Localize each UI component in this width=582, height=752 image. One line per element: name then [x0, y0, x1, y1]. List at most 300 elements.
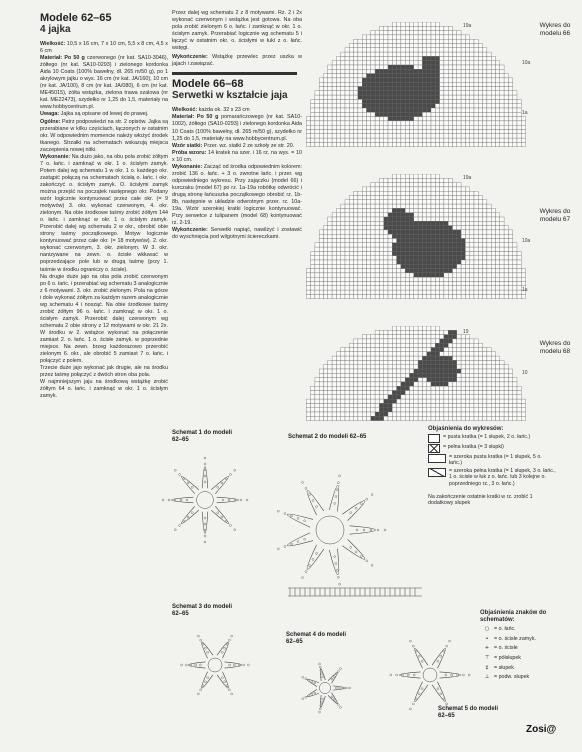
- chart-cell: [332, 277, 336, 281]
- chart-cell: [440, 78, 444, 82]
- chart-cell: [354, 247, 358, 251]
- chart-cell: [405, 39, 409, 43]
- chart-cell: [440, 403, 444, 407]
- chart-cell: [379, 356, 383, 360]
- chart-cell: [474, 213, 478, 217]
- chart-cell: [349, 117, 353, 121]
- chart-cell: [414, 330, 418, 334]
- chart-cell: [435, 183, 439, 187]
- chart-cell: [410, 408, 414, 412]
- legend-symbol-row: [480, 655, 560, 662]
- chart-cell: [427, 378, 431, 382]
- chart-cell: [487, 256, 491, 260]
- chart-cell: [324, 91, 328, 95]
- chart-cell: [362, 48, 366, 52]
- chart-cell: [465, 239, 469, 243]
- chart-cell: [336, 365, 340, 369]
- chart-cell: [388, 290, 392, 294]
- scheme-1-diagram: [162, 457, 248, 543]
- chart-cell: [500, 95, 504, 99]
- chart-cell: [487, 239, 491, 243]
- chart-cell: [397, 99, 401, 103]
- chart-cell: [496, 243, 500, 247]
- chart-cell: [483, 403, 487, 407]
- chain-stitch: [200, 639, 202, 641]
- chart-cell: [371, 386, 375, 390]
- chart-cell: [440, 35, 444, 39]
- chart-cell: [470, 108, 474, 112]
- chart-cell: [427, 39, 431, 43]
- chart-cell: [311, 251, 315, 255]
- chart-cell: [491, 65, 495, 69]
- chart-cell: [461, 213, 465, 217]
- chart-cell: [341, 208, 345, 212]
- chart-cell: [328, 112, 332, 116]
- chart-cell: [435, 99, 439, 103]
- stitch-symbol-icon: ⊤: [484, 654, 490, 661]
- chart-cell: [319, 91, 323, 95]
- chart-cell: [328, 382, 332, 386]
- chart-cell: [388, 256, 392, 260]
- chart-cell: [392, 290, 396, 294]
- chart-cell: [405, 277, 409, 281]
- chart-cell: [422, 221, 426, 225]
- chart-cell: [504, 142, 508, 146]
- chart-cell: [457, 294, 461, 298]
- chart-cell: [349, 264, 353, 268]
- chart-cell: [422, 208, 426, 212]
- chart-cell: [427, 264, 431, 268]
- chart-cell: [358, 286, 362, 290]
- chain-stitch: [202, 685, 204, 687]
- chart-cell: [504, 382, 508, 386]
- chart-cell: [440, 378, 444, 382]
- chart-cell: [414, 56, 418, 60]
- chart-cell: [349, 200, 353, 204]
- chart-cell: [405, 125, 409, 129]
- chart-cell: [328, 125, 332, 129]
- chart-cell: [470, 352, 474, 356]
- chart-cell: [435, 360, 439, 364]
- chart-cell: [513, 294, 517, 298]
- chart-cell: [358, 44, 362, 48]
- chart-cell: [358, 217, 362, 221]
- chain-stitch: [418, 655, 420, 657]
- chart-cell: [358, 39, 362, 43]
- chart-cell: [319, 408, 323, 412]
- chart-cell: [367, 117, 371, 121]
- chart-cell: [448, 187, 452, 191]
- chain-stitch: [204, 517, 206, 519]
- chart-cell: [496, 130, 500, 134]
- chart-cell: [422, 326, 426, 330]
- chart-cell: [384, 196, 388, 200]
- chart-cell: [513, 412, 517, 416]
- chart-cell: [483, 208, 487, 212]
- chain-stitch: [179, 474, 181, 476]
- chart-cell: [336, 243, 340, 247]
- chart-cell: [414, 26, 418, 30]
- chart-cell: [324, 130, 328, 134]
- chart-cell: [465, 352, 469, 356]
- chart-cell: [465, 35, 469, 39]
- chart-cell: [392, 125, 396, 129]
- chart-cell: [444, 213, 448, 217]
- legend-row: [428, 454, 556, 467]
- chart-cell: [328, 260, 332, 264]
- chart-cell: [384, 408, 388, 412]
- chart-cell: [465, 247, 469, 251]
- chart-cell: [500, 260, 504, 264]
- chart-cell: [341, 256, 345, 260]
- chart-cell: [384, 386, 388, 390]
- chart-cell: [465, 290, 469, 294]
- chart-cell: [384, 247, 388, 251]
- chart-cell: [448, 217, 452, 221]
- chart-cell: [465, 373, 469, 377]
- chart-cell: [448, 256, 452, 260]
- chart-cell: [453, 99, 457, 103]
- chart-cell: [504, 82, 508, 86]
- chart-cell: [427, 87, 431, 91]
- chain-stitch: [366, 560, 368, 562]
- center-ring: [197, 492, 214, 509]
- chart-cell: [306, 403, 310, 407]
- legend-charts: [428, 426, 556, 507]
- chart-cell: [422, 352, 426, 356]
- chart-cell: [418, 187, 422, 191]
- chain-stitch: [305, 571, 307, 573]
- chart-cell: [422, 264, 426, 268]
- paragraph-text: W najmniejszym jaju na środkową wstążkę zrobić żółtym 64 o. łańc. i zamknąć w okr. 1 o. ścisłym zamyk.: [40, 379, 168, 400]
- chart-cell: [371, 360, 375, 364]
- chart-cell: [500, 373, 504, 377]
- chart-cell: [483, 365, 487, 369]
- chart-cell: [332, 112, 336, 116]
- chart-cell: [444, 82, 448, 86]
- chart-cell: [410, 352, 414, 356]
- chart-cell: [418, 178, 422, 182]
- chart-cell: [375, 204, 379, 208]
- chain-stitch: [191, 512, 193, 514]
- chart-cell: [397, 256, 401, 260]
- chart-cell: [324, 399, 328, 403]
- chart-cell: [367, 256, 371, 260]
- chart-cell: [483, 234, 487, 238]
- chart-cell: [491, 82, 495, 86]
- chart-cell: [465, 391, 469, 395]
- chart-cell: [440, 399, 444, 403]
- chart-cell: [483, 294, 487, 298]
- chart-cell: [465, 339, 469, 343]
- paragraph-text: Przer. wz. siatki 2 ze szkoły ze str. 20.: [202, 142, 295, 149]
- chart-cell: [414, 277, 418, 281]
- chart-cell: [341, 360, 345, 364]
- chart-cell: [397, 142, 401, 146]
- chart-cell: [379, 74, 383, 78]
- chart-cell: [500, 104, 504, 108]
- chart-cell: [384, 125, 388, 129]
- chart-cell: [474, 125, 478, 129]
- chain-stitch: [204, 469, 206, 471]
- chart-cell: [410, 386, 414, 390]
- chart-cell: [422, 91, 426, 95]
- chart-cell: [422, 183, 426, 187]
- chart-cell: [410, 108, 414, 112]
- chart-cell: [500, 87, 504, 91]
- chart-cell: [324, 416, 328, 420]
- chart-cell: [405, 269, 409, 273]
- chart-cell: [410, 286, 414, 290]
- chart-cell: [397, 74, 401, 78]
- chart-cell: [410, 239, 414, 243]
- chart-cell: [332, 117, 336, 121]
- chart-cell: [410, 260, 414, 264]
- chart-cell: [315, 260, 319, 264]
- chart-cell: [504, 273, 508, 277]
- chart-cell: [362, 130, 366, 134]
- chart-cell: [392, 269, 396, 273]
- chain-stitch: [290, 543, 292, 545]
- paragraph: [40, 55, 168, 111]
- chart-cell: [521, 399, 525, 403]
- chart-cell: [401, 343, 405, 347]
- chain-stitch: [371, 494, 373, 496]
- chart-cell: [474, 69, 478, 73]
- chart-cell: [448, 286, 452, 290]
- chart-cell: [517, 412, 521, 416]
- chart-cell: [487, 104, 491, 108]
- chart-cell: [371, 391, 375, 395]
- chart-cell: [435, 391, 439, 395]
- chart-cell: [435, 95, 439, 99]
- chart-cell: [345, 56, 349, 60]
- chain-stitch: [297, 517, 299, 519]
- chart-cell: [324, 408, 328, 412]
- chart-cell: [367, 264, 371, 268]
- chart-cell: [392, 174, 396, 178]
- chart-cell: [496, 91, 500, 95]
- chart-cell: [362, 360, 366, 364]
- chart-cell: [328, 138, 332, 142]
- chart-cell: [410, 230, 414, 234]
- chart-cell: [332, 230, 336, 234]
- chain-stitch: [186, 499, 188, 501]
- chart-cell: [517, 256, 521, 260]
- chart-cell: [487, 121, 491, 125]
- chart-cell: [384, 395, 388, 399]
- chart-cell: [362, 230, 366, 234]
- chart-cell: [362, 191, 366, 195]
- chart-cell: [405, 208, 409, 212]
- chart-cell: [354, 264, 358, 268]
- chart-cell: [367, 403, 371, 407]
- chart-cell: [392, 26, 396, 30]
- chart-cell: [405, 82, 409, 86]
- chart-cell: [491, 277, 495, 281]
- chart-cell: [349, 286, 353, 290]
- chart-cell: [457, 104, 461, 108]
- chart-cell: [311, 130, 315, 134]
- chart-cell: [418, 395, 422, 399]
- chart-cell: [427, 74, 431, 78]
- chart-cell: [388, 26, 392, 30]
- chart-cell: [418, 204, 422, 208]
- chart-cell: [367, 230, 371, 234]
- chart-cell: [410, 243, 414, 247]
- chart-cell: [392, 239, 396, 243]
- chart-cell: [431, 104, 435, 108]
- chart-cell: [410, 378, 414, 382]
- chain-stitch: [321, 698, 323, 700]
- chart-cell: [311, 412, 315, 416]
- chart-cell: [453, 69, 457, 73]
- chart-cell: [478, 239, 482, 243]
- chart-cell: [418, 286, 422, 290]
- legend-text: = szeroka pusta kratka (= 1 słupek, 5 o. łańc.): [449, 453, 542, 467]
- chart-cell: [345, 403, 349, 407]
- chart-cell: [379, 112, 383, 116]
- chart-cell: [461, 191, 465, 195]
- chart-cell: [341, 356, 345, 360]
- chart-cell: [384, 35, 388, 39]
- chart-cell: [341, 365, 345, 369]
- chart-cell: [379, 213, 383, 217]
- chart-cell: [379, 87, 383, 91]
- chart-cell: [306, 408, 310, 412]
- chart-cell: [487, 269, 491, 273]
- chart-cell: [410, 391, 414, 395]
- col2-intro-text: Przez dalej wg schematu 2 z 8 motywami. Rz. 2 i 2x wykonać czerwonym i wstążka jest gotowa. Na oba pola zrobić zielonym 6 o. łańc. i zamknąć w okr. 1 o. ścisłym zamyk. Przerabiać logicznie wg schematu 5 i łączyć w ostatnim okr. o. ścisłymi w łuki z o. łańc. wstęgi.: [172, 10, 302, 52]
- chart-cell: [379, 125, 383, 129]
- chart-cell: [483, 264, 487, 268]
- chart-cell: [521, 121, 525, 125]
- chart-cell: [328, 117, 332, 121]
- chart-cell: [444, 142, 448, 146]
- chart-cell: [474, 82, 478, 86]
- petal-loop: [217, 642, 228, 658]
- chart-cell: [513, 282, 517, 286]
- chart-cell: [367, 125, 371, 129]
- chart-cell: [422, 74, 426, 78]
- chart-cell: [435, 365, 439, 369]
- chart-cell: [440, 269, 444, 273]
- chart-cell: [362, 95, 366, 99]
- chart-cell: [448, 48, 452, 52]
- chart-cell: [453, 386, 457, 390]
- paragraph-label: Wzór siatki:: [172, 142, 203, 149]
- chart-cell: [349, 382, 353, 386]
- chart-cell: [388, 373, 392, 377]
- chart-cell: [422, 360, 426, 364]
- chart-cell: [311, 386, 315, 390]
- chain-stitch: [224, 647, 226, 649]
- chart-cell: [470, 408, 474, 412]
- chart-model-68: [302, 326, 530, 422]
- chart-cell: [487, 78, 491, 82]
- chart-cell: [483, 226, 487, 230]
- chart-cell: [401, 365, 405, 369]
- chart-cell: [461, 82, 465, 86]
- chart-cell: [461, 386, 465, 390]
- scheme-2-diagram: [277, 475, 386, 585]
- chart-cell: [496, 142, 500, 146]
- chart-cell: [465, 69, 469, 73]
- chart-cell: [453, 330, 457, 334]
- chart-cell: [453, 65, 457, 69]
- chart-cell: [392, 399, 396, 403]
- chart-cell: [345, 286, 349, 290]
- chart-cell: [349, 221, 353, 225]
- chart-cell: [306, 412, 310, 416]
- chart-cell: [311, 408, 315, 412]
- chart-cell: [465, 187, 469, 191]
- chart-cell: [427, 142, 431, 146]
- chart-cell: [405, 382, 409, 386]
- chart-cell: [397, 386, 401, 390]
- chain-stitch: [335, 687, 337, 689]
- chart-cell: [401, 335, 405, 339]
- chart-cell: [358, 264, 362, 268]
- chart-cell: [392, 264, 396, 268]
- chart-cell: [358, 348, 362, 352]
- chart-cell: [470, 343, 474, 347]
- chart-cell: [418, 408, 422, 412]
- chart-cell: [319, 247, 323, 251]
- chart-cell: [414, 39, 418, 43]
- chain-stitch: [204, 681, 206, 683]
- chart-cell: [341, 277, 345, 281]
- chart-cell: [461, 125, 465, 129]
- chart-cell: [431, 125, 435, 129]
- chart-cell: [491, 391, 495, 395]
- chart-cell: [367, 399, 371, 403]
- chart-cell: [371, 95, 375, 99]
- chart-cell: [440, 395, 444, 399]
- chart-cell: [422, 104, 426, 108]
- chart-cell: [388, 130, 392, 134]
- chart-cell: [371, 378, 375, 382]
- chart-cell: [332, 264, 336, 268]
- chart-cell: [341, 56, 345, 60]
- chart-cell: [328, 91, 332, 95]
- chart-cell: [457, 369, 461, 373]
- chart-cell: [448, 251, 452, 255]
- chart-cell: [504, 373, 508, 377]
- chart-cell: [474, 408, 478, 412]
- chart-cell: [349, 386, 353, 390]
- chart-cell: [397, 117, 401, 121]
- chart-cell: [470, 273, 474, 277]
- chart-cell: [491, 369, 495, 373]
- chart-cell: [422, 282, 426, 286]
- chart-cell: [422, 65, 426, 69]
- chart-cell: [414, 386, 418, 390]
- chart-cell: [448, 104, 452, 108]
- chart-cell: [384, 348, 388, 352]
- chart-cell: [444, 87, 448, 91]
- chart-cell: [414, 273, 418, 277]
- chart-cell: [401, 130, 405, 134]
- chart-cell: [474, 339, 478, 343]
- chart-cell: [431, 335, 435, 339]
- chart-cell: [513, 134, 517, 138]
- chart-cell: [504, 369, 508, 373]
- chart-cell: [440, 282, 444, 286]
- chart-cell: [478, 243, 482, 247]
- chart-cell: [487, 226, 491, 230]
- chart-cell: [448, 273, 452, 277]
